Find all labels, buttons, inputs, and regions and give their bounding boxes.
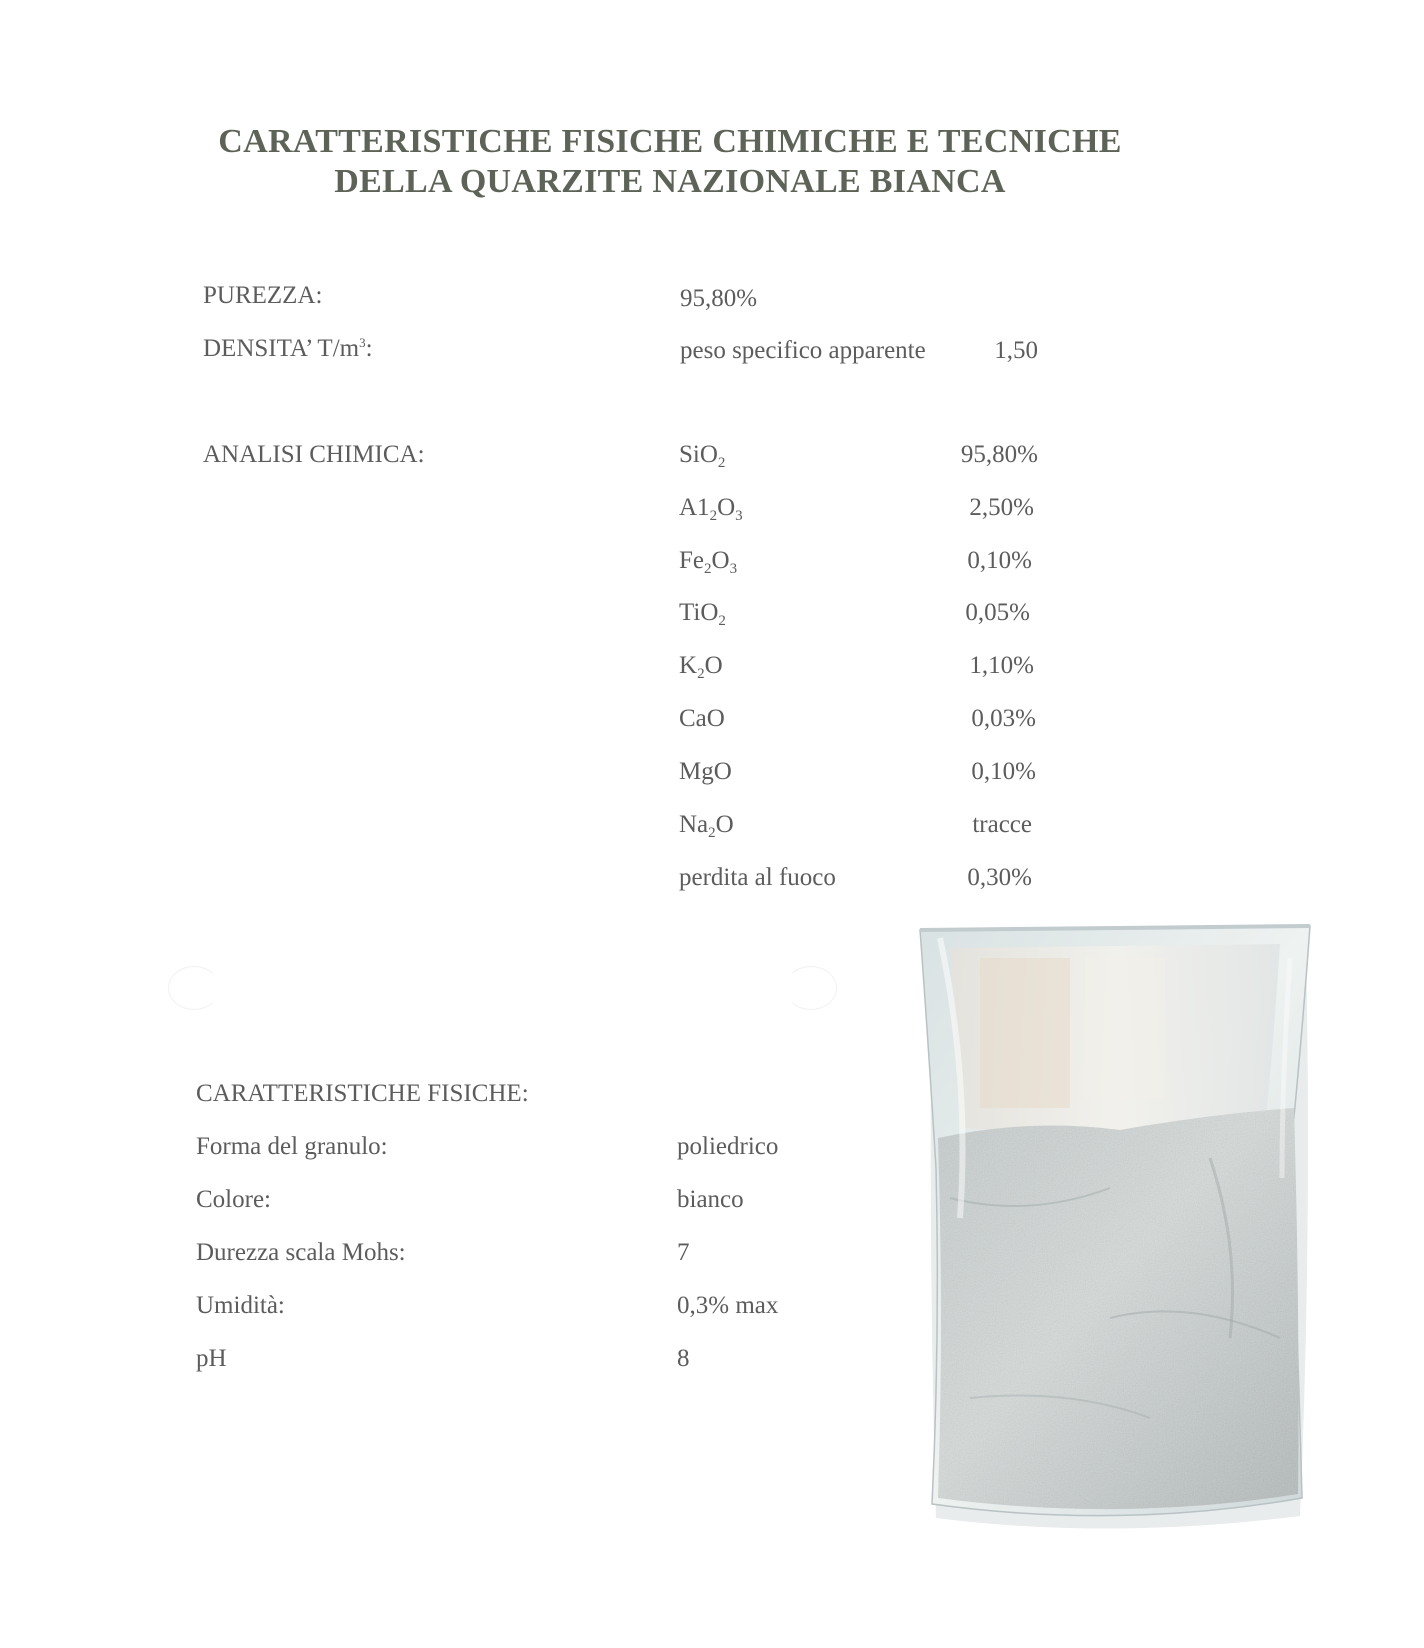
scan-artifact (168, 966, 220, 1010)
formula-cao: CaO (679, 705, 725, 732)
fisiche-value-umidita: 0,3% max (677, 1292, 779, 1319)
formula-sio2: SiO$_2$ (679, 441, 726, 471)
title-line-2: DELLA QUARZITE NAZIONALE BIANCA (334, 163, 1006, 200)
fisiche-label-umidita: Umidità: (196, 1292, 285, 1319)
densita-value: 1,50 (994, 337, 1038, 364)
value-perdita: 0,30% (967, 864, 1032, 891)
fisiche-label-forma: Forma del granulo: (196, 1133, 388, 1160)
formula-tio2: TiO$_2$ (679, 599, 726, 629)
scan-artifact (785, 966, 837, 1010)
purezza-label: PUREZZA: (203, 282, 323, 309)
value-na2o: tracce (972, 811, 1032, 838)
purezza-value: 95,80% (680, 285, 758, 312)
fisiche-label-durezza: Durezza scala Mohs: (196, 1239, 406, 1266)
formula-al2o3: $A1_2O_3$ (679, 494, 743, 524)
formula-fe2o3: $Fe_2O_3$ (679, 547, 738, 577)
fisiche-value-ph: 8 (677, 1345, 690, 1372)
formula-perdita: perdita al fuoco (679, 864, 836, 891)
value-mgo: 0,10% (971, 758, 1036, 785)
fisiche-value-forma: poliedrico (677, 1133, 779, 1160)
fisiche-value-durezza: 7 (677, 1239, 690, 1266)
analisi-label: ANALISI CHIMICA: (203, 441, 425, 468)
fisiche-heading: CARATTERISTICHE FISICHE: (196, 1080, 529, 1107)
formula-k2o: $K_2O$ (679, 652, 723, 682)
fisiche-label-colore: Colore: (196, 1186, 271, 1213)
sand-bag-illustration (910, 918, 1340, 1550)
value-fe2o3: 0,10% (967, 547, 1032, 574)
value-k2o: 1,10% (969, 652, 1034, 679)
fisiche-label-ph: pH (196, 1345, 227, 1372)
value-cao: 0,03% (971, 705, 1036, 732)
formula-mgo: MgO (679, 758, 732, 785)
value-al2o3: 2,50% (969, 494, 1034, 521)
value-sio2: 95,80% (960, 441, 1038, 468)
sand-bag-image (910, 918, 1340, 1550)
value-tio2: 0,05% (965, 599, 1030, 626)
densita-description: peso specifico apparente (680, 337, 926, 364)
fisiche-value-colore: bianco (677, 1186, 744, 1213)
densita-label: DENSITA’ $T/m^3$: (203, 335, 373, 362)
formula-na2o: $Na_2O$ (679, 811, 734, 841)
title-line-1: CARATTERISTICHE FISICHE CHIMICHE E TECNICHE (218, 123, 1122, 160)
